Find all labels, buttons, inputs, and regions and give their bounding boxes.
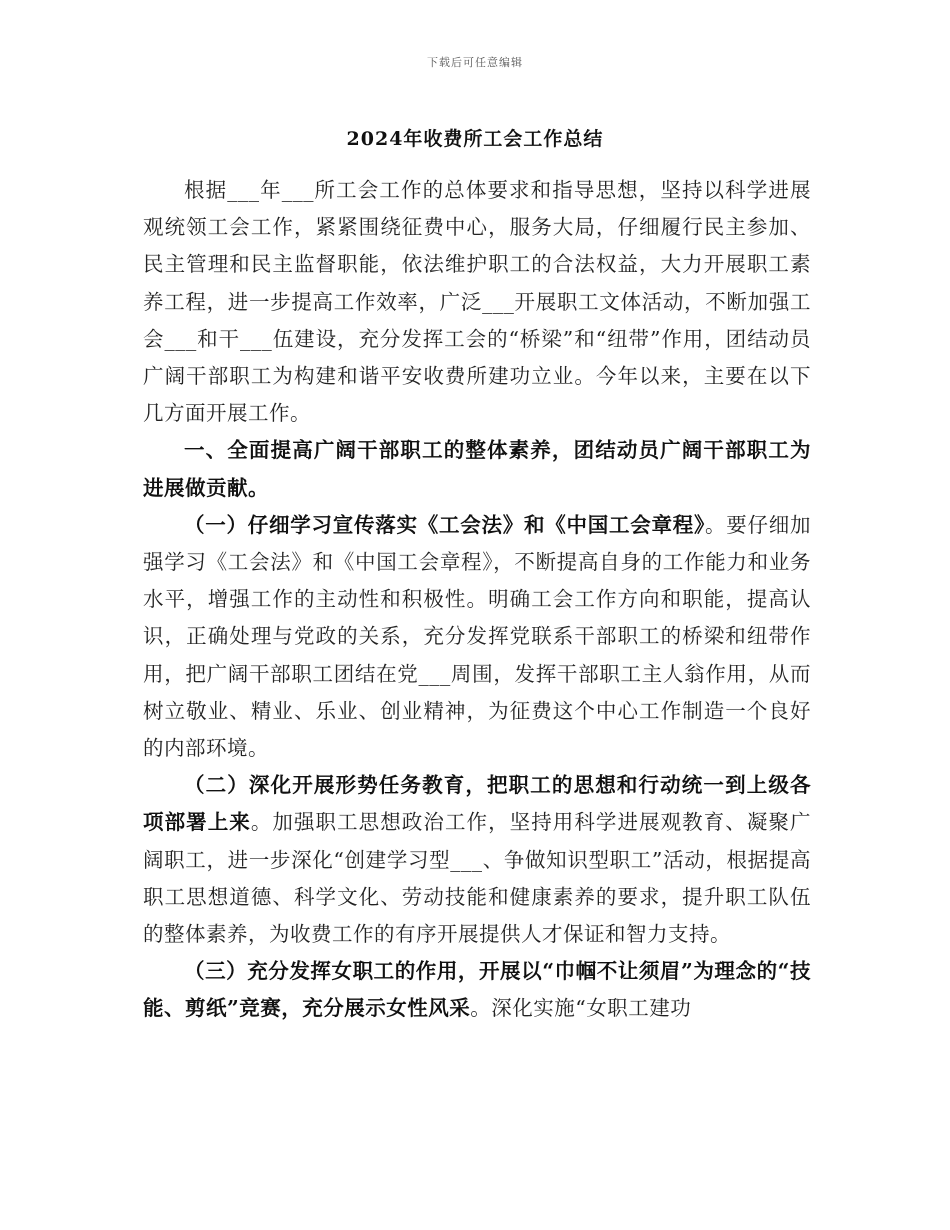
- subsection-3-heading: （三）充分发挥女职工的作用，开展以“巾帼不让须眉”为理念的“技能、剪纸”竞赛，充分展示女性风采: [143, 959, 811, 1021]
- header-note: 下载后可任意编辑: [427, 56, 523, 69]
- document-title: 2024年收费所工会工作总结: [346, 128, 604, 150]
- subsection-3-paragraph: [143, 953, 811, 1027]
- document-body: [143, 172, 811, 1028]
- subsection-3-body: 。深化实施“女职工建功: [470, 996, 692, 1021]
- subsection-2-heading: （二）深化开展形势任务教育，把职工的思想和行动统一到上级各项部署上来: [143, 773, 811, 835]
- subsection-2-paragraph: [143, 767, 811, 953]
- subsection-1-heading: （一）仔细学习宣传落实《工会法》和《中国工会章程》: [184, 512, 705, 537]
- subsection-1-body: 。要仔细加强学习《工会法》和《中国工会章程》，不断提高自身的工作能力和业务水平，增强工作的主动性和积极性。明确工会工作方向和职能，提高认识，正确处理与党政的关系，充分发挥党联系干部职工的桥梁和纽带作用，把广阔干部职工团结在党___周围，发挥干部职工主人翁作用，从而树立敬业、精业、乐业、创业精神，为征费这个中心工作制造一个良好的内部环境。: [143, 512, 811, 761]
- subsection-2-body: 。加强职工思想政治工作，坚持用科学进展观教育、凝聚广阔职工，进一步深化“创建学习型___、争做知识型职工”活动，根据提高职工思想道德、科学文化、劳动技能和健康素养的要求，提升职工队伍的整体素养，为收费工作的有序开展提供人才保证和智力支持。: [143, 810, 812, 947]
- section-1-heading: 一、全面提高广阔干部职工的整体素养，团结动员广阔干部职工为进展做贡献。: [143, 438, 811, 500]
- subsection-1-paragraph: [143, 507, 811, 767]
- intro-paragraph: 根据___年___所工会工作的总体要求和指导思想，坚持以科学进展观统领工会工作，紧紧围绕征费中心，服务大局，仔细履行民主参加、民主管理和民主监督职能，依法维护职工的合法权益，大力开展职工素养工程，进一步提高工作效率，广泛___开展职工文体活动，不断加强工会___和干___伍建设，充分发挥工会的“桥梁”和“纽带”作用，团结动员广阔干部职工为构建和谐平安收费所建功立业。今年以来，主要在以下几方面开展工作。: [143, 178, 811, 426]
